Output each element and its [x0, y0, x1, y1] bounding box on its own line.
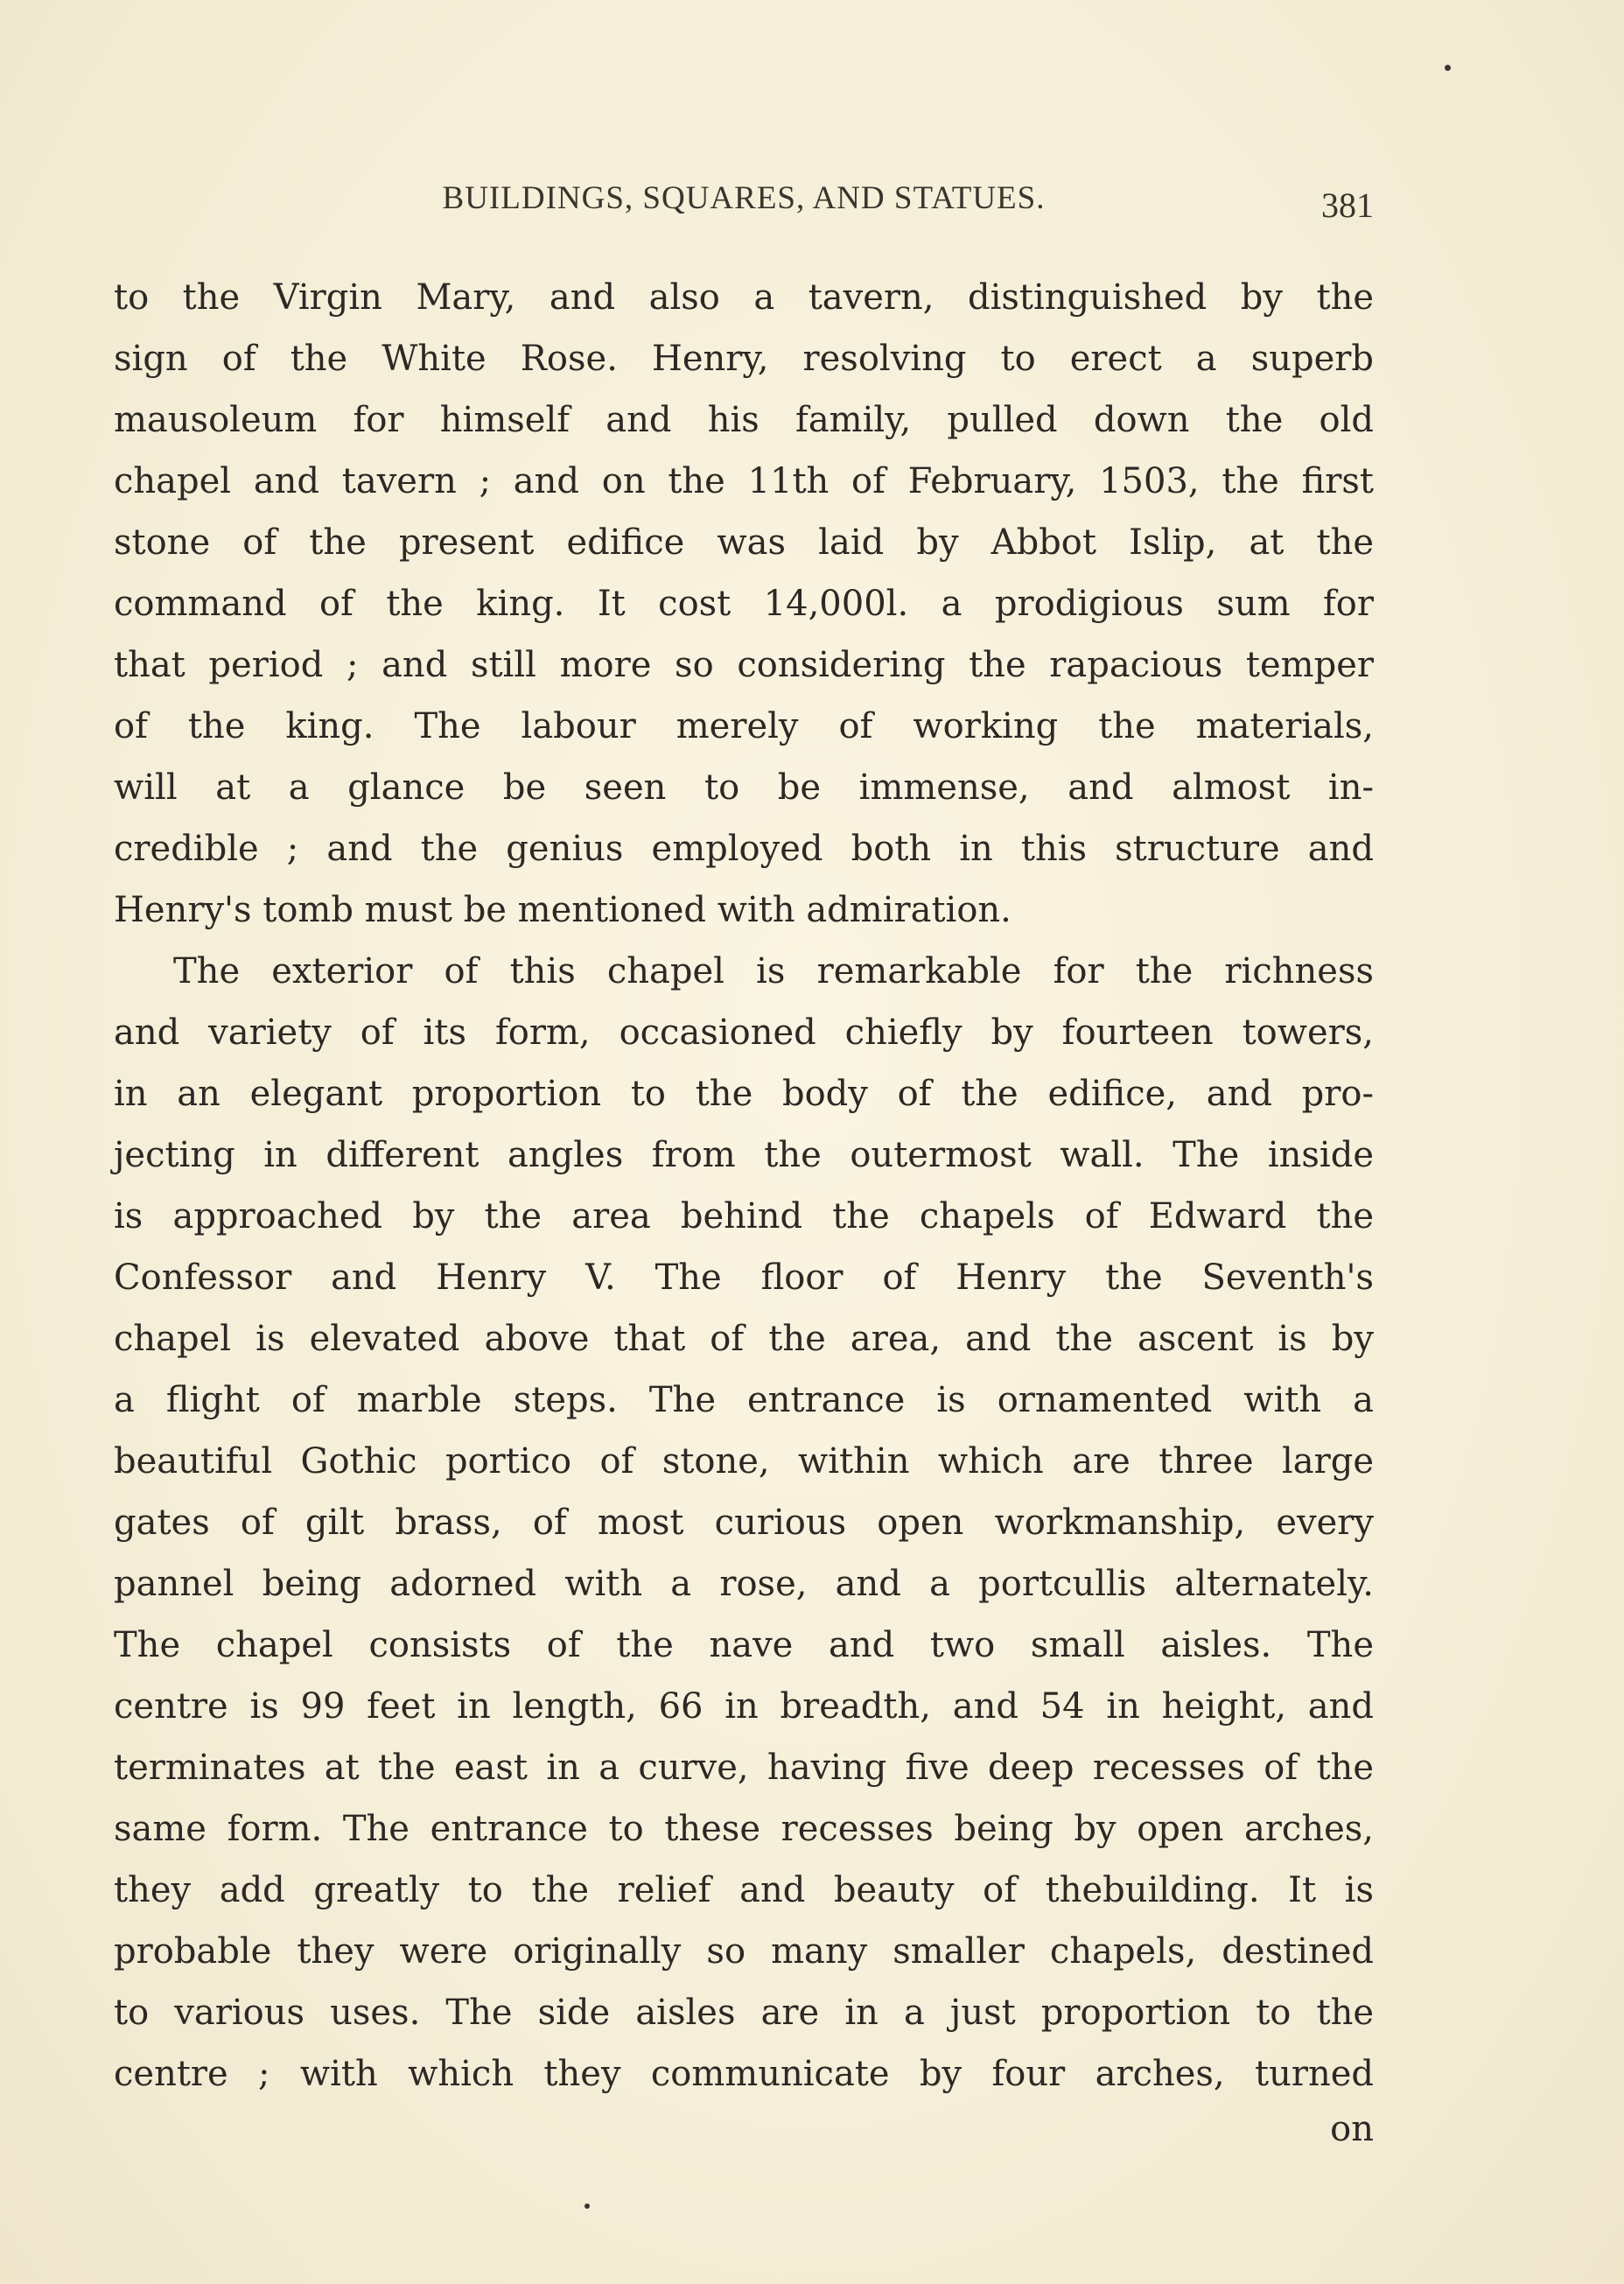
text-line: in an elegant proportion to the body of the edifice, and pro-	[114, 1074, 1374, 1114]
text-line: stone of the present edifice was laid by Abbot Islip, at the	[114, 522, 1374, 563]
text-line: credible ; and the genius employed both in this structure and	[114, 829, 1374, 869]
text-line: will at a glance be seen to be immense, and almost in-	[114, 767, 1374, 808]
text-line: pannel being adorned with a rose, and a portcullis alternately.	[114, 1564, 1374, 1604]
text-line: chapel is elevated above that of the area, and the ascent is by	[114, 1319, 1374, 1359]
ink-speck	[1445, 65, 1451, 71]
text-line: they add greatly to the relief and beauty of thebuilding. It is	[114, 1870, 1374, 1910]
text-line: that period ; and still more so considering the rapacious temper	[114, 645, 1374, 685]
text-line: a flight of marble steps. The entrance is ornamented with a	[114, 1380, 1374, 1420]
text-line: of the king. The labour merely of working the materials,	[114, 706, 1374, 746]
text-line: The exterior of this chapel is remarkable for the richness	[173, 951, 1374, 991]
text-line: centre is 99 feet in length, 66 in breadth, and 54 in height, and	[114, 1686, 1374, 1727]
catchword: on	[1330, 2109, 1374, 2149]
text-line: Confessor and Henry V. The floor of Henry the Seventh's	[114, 1258, 1374, 1298]
paragraph-2	[114, 941, 1374, 2105]
text-line: to the Virgin Mary, and also a tavern, distinguished by the	[114, 277, 1374, 318]
page-number: 381	[1321, 186, 1374, 225]
text-line: mausoleum for himself and his family, pulled down the old	[114, 400, 1374, 440]
ink-speck	[584, 2203, 590, 2209]
text-line: Henry's tomb must be mentioned with admiration.	[114, 890, 1012, 930]
text-line: beautiful Gothic portico of stone, within which are three large	[114, 1441, 1374, 1482]
text-line: same form. The entrance to these recesses being by open arches,	[114, 1809, 1374, 1849]
text-line: command of the king. It cost 14,000l. a prodigious sum for	[114, 584, 1374, 624]
text-line: centre ; with which they communicate by four arches, turned	[114, 2054, 1374, 2094]
text-block	[114, 267, 1374, 2105]
text-line: gates of gilt brass, of most curious open workmanship, every	[114, 1503, 1374, 1543]
text-line: and variety of its form, occasioned chiefly by fourteen towers,	[114, 1012, 1374, 1053]
text-line: is approached by the area behind the chapels of Edward the	[114, 1196, 1374, 1237]
text-line: sign of the White Rose. Henry, resolving to erect a superb	[114, 339, 1374, 379]
text-line: jecting in different angles from the outermost wall. The inside	[114, 1135, 1374, 1175]
paragraph-1	[114, 267, 1374, 941]
text-line: The chapel consists of the nave and two small aisles. The	[114, 1625, 1374, 1665]
running-head	[114, 179, 1374, 232]
text-line: chapel and tavern ; and on the 11th of February, 1503, the first	[114, 461, 1374, 501]
running-title: BUILDINGS, SQUARES, AND STATUES.	[442, 180, 1046, 216]
text-line: terminates at the east in a curve, having five deep recesses of the	[114, 1748, 1374, 1788]
text-line: probable they were originally so many smaller chapels, destined	[114, 1931, 1374, 1972]
text-line: to various uses. The side aisles are in a just proportion to the	[114, 1993, 1374, 2033]
